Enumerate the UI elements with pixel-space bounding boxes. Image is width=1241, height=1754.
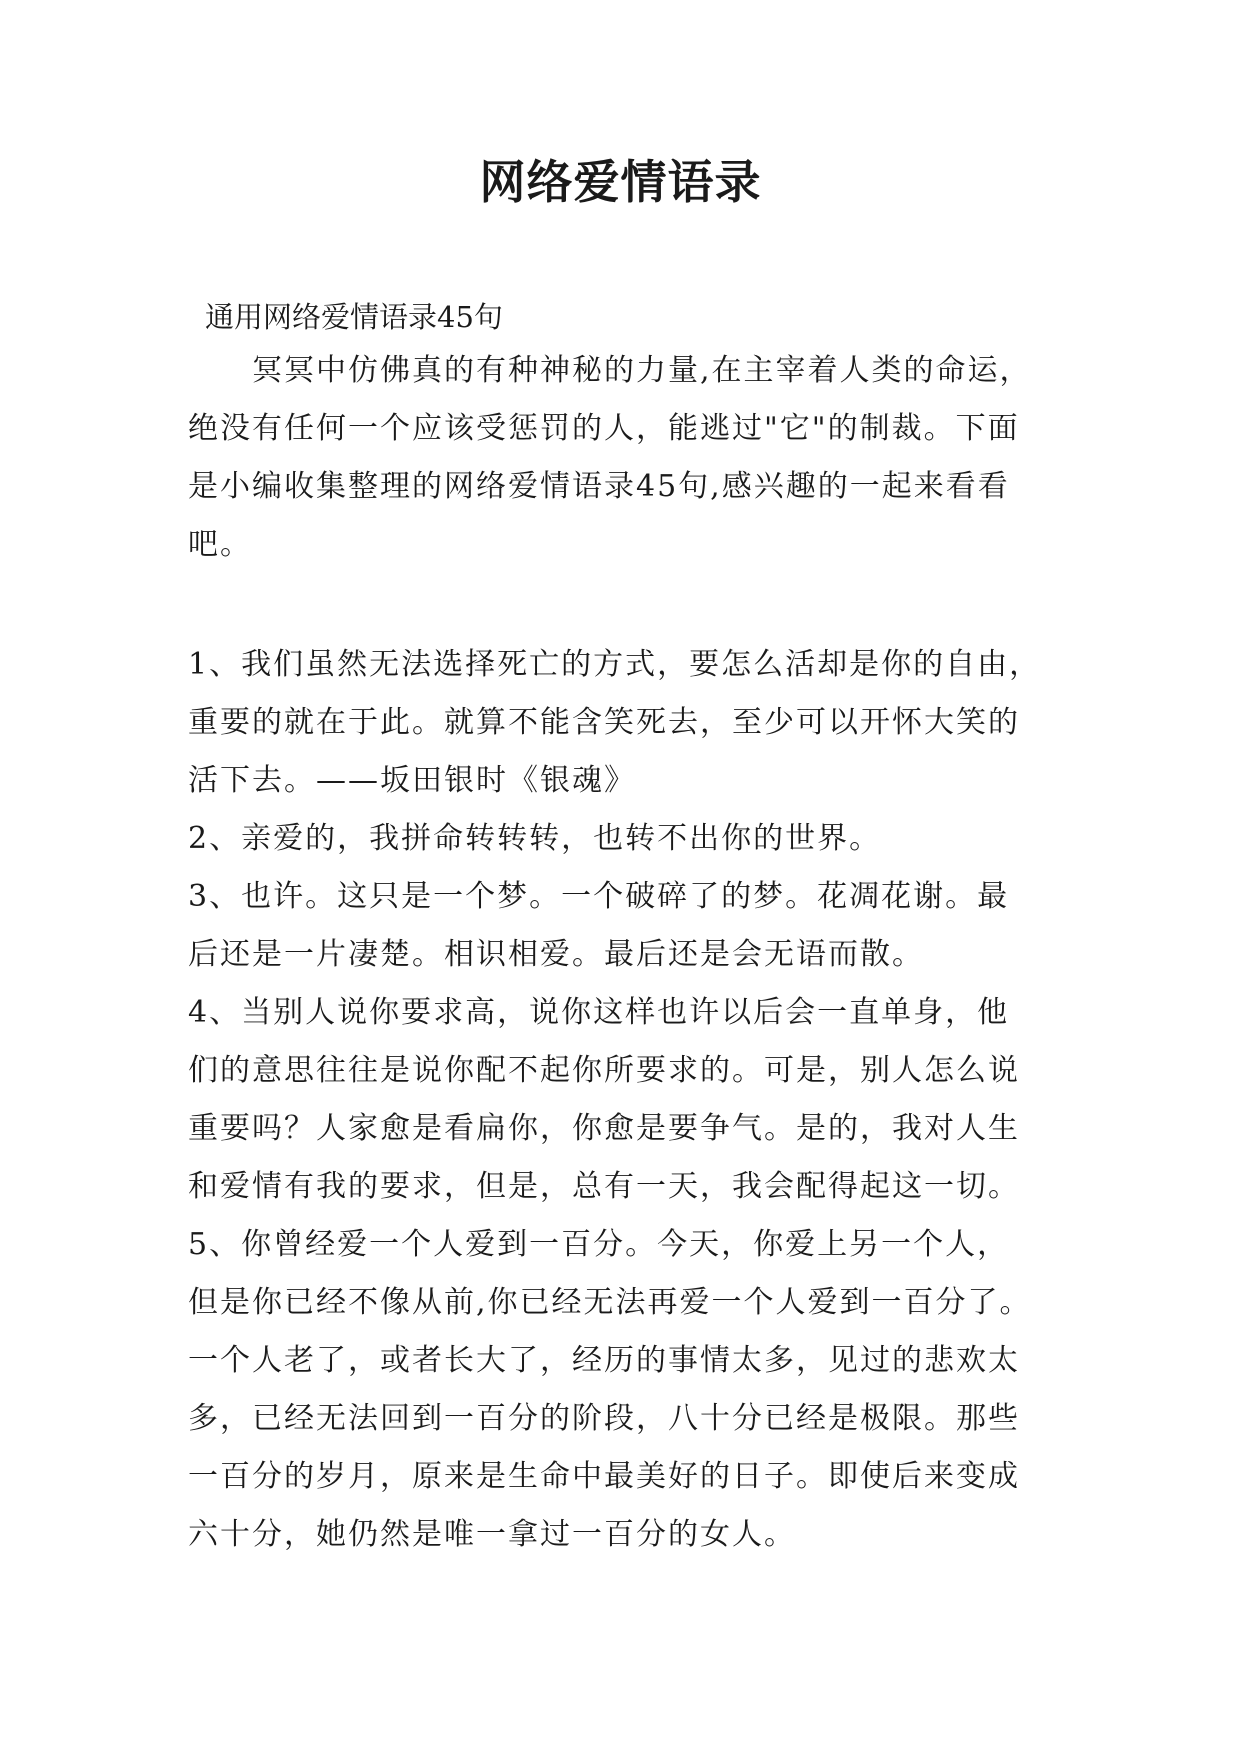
- document-subtitle: 通用网络爱情语录45句: [205, 300, 503, 334]
- text-line: 六十分，她仍然是唯一拿过一百分的女人。: [188, 1517, 796, 1552]
- text-line: 3、也许。这只是一个梦。一个破碎了的梦。花凋花谢。最: [188, 879, 1010, 914]
- text-line: 吧。: [188, 527, 252, 562]
- text-line: 一个人老了，或者长大了，经历的事情太多，见过的悲欢太: [188, 1343, 1020, 1378]
- text-line: 2、亲爱的，我拼命转转转，也转不出你的世界。: [188, 821, 882, 856]
- text-line: 们的意思往往是说你配不起你所要求的。可是，别人怎么说: [188, 1053, 1020, 1088]
- text-line: 后还是一片凄楚。相识相爱。最后还是会无语而散。: [188, 937, 924, 972]
- text-line: 一百分的岁月，原来是生命中最美好的日子。即使后来变成: [188, 1459, 1020, 1494]
- text-line: 是小编收集整理的网络爱情语录45句,感兴趣的一起来看看: [188, 469, 1010, 504]
- text-line: 5、你曾经爱一个人爱到一百分。今天，你爱上另一个人，: [188, 1227, 1010, 1262]
- text-line: 活下去。——坂田银时《银魂》: [188, 763, 636, 798]
- text-line: 和爱情有我的要求，但是，总有一天，我会配得起这一切。: [188, 1169, 1020, 1204]
- text-line: 但是你已经不像从前,你已经无法再爱一个人爱到一百分了。: [188, 1285, 1032, 1320]
- text-line: 冥冥中仿佛真的有种神秘的力量,在主宰着人类的命运，: [188, 353, 1032, 388]
- text-line: 重要吗？人家愈是看扁你，你愈是要争气。是的，我对人生: [188, 1111, 1020, 1146]
- document-title: 网络爱情语录: [479, 155, 762, 209]
- text-line: 4、当别人说你要求高，说你这样也许以后会一直单身，他: [188, 995, 1010, 1030]
- text-line: 绝没有任何一个应该受惩罚的人，能逃过"它"的制裁。下面: [188, 411, 1020, 446]
- text-line: 重要的就在于此。就算不能含笑死去，至少可以开怀大笑的: [188, 705, 1020, 740]
- text-line: 1、我们虽然无法选择死亡的方式，要怎么活却是你的自由，: [188, 647, 1042, 682]
- text-line: 多，已经无法回到一百分的阶段，八十分已经是极限。那些: [188, 1401, 1020, 1436]
